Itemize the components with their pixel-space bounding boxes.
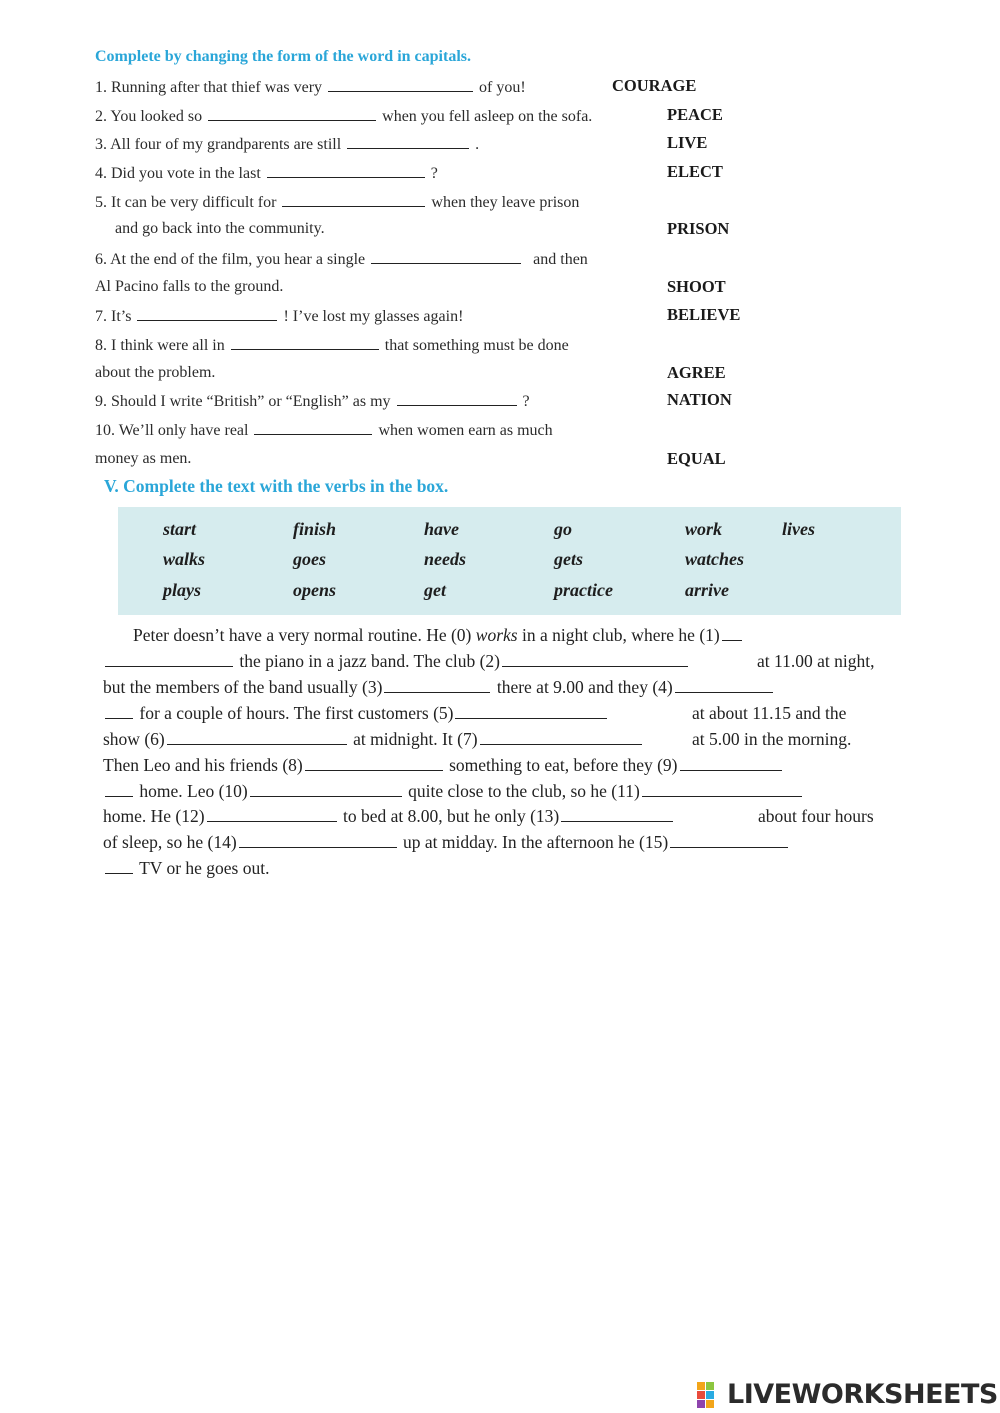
- text-line-8-end: about four hours: [758, 806, 874, 826]
- question-6: [95, 249, 588, 269]
- question-4: [95, 163, 438, 183]
- text-segment: of sleep, so he (14): [103, 832, 237, 852]
- blank-8[interactable]: [305, 756, 443, 771]
- capital-word-8: AGREE: [667, 363, 726, 382]
- text-line-3: [103, 677, 775, 698]
- text-segment: something to eat, before they (9): [449, 755, 678, 775]
- text-segment: at midnight. It (7): [353, 729, 478, 749]
- blank-13[interactable]: [561, 807, 673, 822]
- blank-9[interactable]: [680, 756, 782, 771]
- question-text: ?: [430, 165, 438, 182]
- blank-7[interactable]: [480, 730, 642, 745]
- capital-word-1: COURAGE: [612, 76, 697, 95]
- question-5-continued: and go back into the community.: [115, 220, 325, 237]
- question-5: [95, 192, 579, 212]
- text-line-4: [103, 703, 609, 724]
- text-line-5-end: at 5.00 in the morning.: [692, 729, 852, 749]
- verb-word: plays: [163, 580, 201, 600]
- text-line-6: [103, 755, 784, 776]
- text-line-10: [103, 858, 269, 879]
- capital-word-6: SHOOT: [667, 277, 726, 296]
- question-text: and then: [533, 251, 588, 268]
- text-line-1: [133, 625, 744, 646]
- capital-word-10: EQUAL: [667, 449, 726, 468]
- answer-blank-9[interactable]: [397, 391, 517, 406]
- blank-11[interactable]: [642, 782, 802, 797]
- question-text: 2. You looked so: [95, 108, 203, 125]
- question-text: that something must be done: [384, 337, 569, 354]
- text-line-4-end: at about 11.15 and the: [692, 703, 847, 723]
- question-text: 10. We’ll only have real: [95, 422, 249, 439]
- verb-word: practice: [554, 580, 613, 600]
- verb-word: work: [685, 519, 723, 539]
- logo-text: LIVEWORKSHEETS: [727, 1378, 998, 1410]
- answer-blank-2[interactable]: [208, 106, 376, 121]
- blank-4[interactable]: [675, 678, 773, 693]
- text-line-7: [103, 781, 804, 802]
- text-segment: show (6): [103, 729, 165, 749]
- text-line-2: [103, 651, 690, 672]
- question-text: 5. It can be very difficult for: [95, 194, 277, 211]
- answer-blank-6[interactable]: [371, 249, 521, 264]
- text-line-5: [103, 729, 644, 750]
- answer-blank-4[interactable]: [267, 163, 425, 178]
- blank-10[interactable]: [250, 782, 402, 797]
- logo-grid-icon: [697, 1380, 725, 1408]
- section-1-title: Complete by changing the form of the word in capitals.: [95, 48, 471, 65]
- question-2: [95, 106, 592, 126]
- question-10-continued: money as men.: [95, 450, 192, 467]
- answer-blank-3[interactable]: [347, 134, 469, 149]
- question-text: ! I’ve lost my glasses again!: [283, 308, 464, 325]
- verb-word: walks: [163, 549, 206, 569]
- question-text: when you fell asleep on the sofa.: [382, 108, 593, 125]
- text-line-9: [103, 832, 790, 853]
- example-answer: works: [475, 625, 518, 645]
- verb-word: finish: [293, 519, 337, 539]
- question-1: [95, 77, 526, 97]
- text-segment: up at midday. In the afternoon he (15): [403, 832, 669, 852]
- section-2-title: V. Complete the text with the verbs in the box.: [104, 476, 449, 496]
- text-line-2-end: at 11.00 at night,: [757, 651, 875, 671]
- capital-word-5: PRISON: [667, 219, 730, 238]
- capital-word-7: BELIEVE: [667, 305, 741, 324]
- text-segment: for a couple of hours. The first customers (5): [139, 703, 454, 723]
- question-8-continued: about the problem.: [95, 364, 216, 381]
- question-text: 6. At the end of the film, you hear a single: [95, 251, 366, 268]
- verb-word: needs: [424, 549, 466, 569]
- blank-12[interactable]: [207, 807, 337, 822]
- capital-word-9: NATION: [667, 390, 732, 409]
- question-10: [95, 420, 553, 440]
- text-segment: there at 9.00 and they (4): [496, 677, 673, 697]
- verb-word: opens: [293, 580, 337, 600]
- blank-4-cont[interactable]: [105, 704, 133, 719]
- liveworksheets-logo: [697, 1378, 998, 1410]
- answer-blank-5[interactable]: [282, 192, 425, 207]
- text-segment: Then Leo and his friends (8): [103, 755, 303, 775]
- blank-1[interactable]: [722, 626, 742, 641]
- blank-1-cont[interactable]: [105, 652, 233, 667]
- blank-3[interactable]: [384, 678, 490, 693]
- verb-word: gets: [554, 549, 583, 569]
- verb-word: start: [163, 519, 197, 539]
- verb-word: go: [554, 519, 572, 539]
- question-text: 3. All four of my grandparents are still: [95, 136, 342, 153]
- verb-word: goes: [293, 549, 326, 569]
- text-segment: in a night club, where he (1): [517, 625, 720, 645]
- question-text: ?: [522, 393, 530, 410]
- blank-15[interactable]: [670, 833, 788, 848]
- text-line-8: [103, 806, 675, 827]
- verb-word: get: [424, 580, 446, 600]
- answer-blank-1[interactable]: [328, 77, 473, 92]
- question-text: 7. It’s: [95, 308, 132, 325]
- blank-14[interactable]: [239, 833, 397, 848]
- capital-word-2: PEACE: [667, 105, 723, 124]
- question-text: 4. Did you vote in the last: [95, 165, 261, 182]
- blank-9-cont[interactable]: [105, 782, 133, 797]
- text-segment: the piano in a jazz band. The club (2): [239, 651, 500, 671]
- blank-2[interactable]: [502, 652, 688, 667]
- text-segment: home. He (12): [103, 806, 205, 826]
- question-text: 8. I think were all in: [95, 337, 225, 354]
- question-8: [95, 335, 569, 355]
- text-segment: quite close to the club, so he (11): [408, 781, 640, 801]
- answer-blank-10[interactable]: [254, 420, 372, 435]
- blank-6[interactable]: [167, 730, 347, 745]
- verb-word: have: [424, 519, 459, 539]
- text-segment: Peter doesn’t have a very normal routine. He (0): [133, 625, 476, 645]
- question-text: 1. Running after that thief was very: [95, 79, 323, 96]
- blank-5[interactable]: [455, 704, 607, 719]
- question-text: 9. Should I write “British” or “English” as my: [95, 393, 391, 410]
- text-segment: home. Leo (10): [139, 781, 248, 801]
- verb-word: arrive: [685, 580, 729, 600]
- text-segment: but the members of the band usually (3): [103, 677, 383, 697]
- answer-blank-7[interactable]: [137, 306, 277, 321]
- question-text: .: [475, 136, 480, 153]
- capital-word-4: ELECT: [667, 162, 723, 181]
- question-text: of you!: [479, 79, 526, 96]
- question-6-continued: Al Pacino falls to the ground.: [95, 278, 284, 295]
- question-9: [95, 391, 530, 411]
- question-3: [95, 134, 479, 154]
- verb-word: watches: [685, 549, 745, 569]
- answer-blank-8[interactable]: [231, 335, 379, 350]
- blank-15-cont[interactable]: [105, 859, 133, 874]
- verb-word: lives: [782, 519, 815, 539]
- question-text: when women earn as much: [378, 422, 553, 439]
- text-segment: TV or he goes out.: [139, 858, 270, 878]
- text-segment: to bed at 8.00, but he only (13): [342, 806, 560, 826]
- question-text: when they leave prison: [431, 194, 580, 211]
- question-7: [95, 306, 463, 326]
- capital-word-3: LIVE: [667, 133, 708, 152]
- verb-box: [118, 507, 901, 615]
